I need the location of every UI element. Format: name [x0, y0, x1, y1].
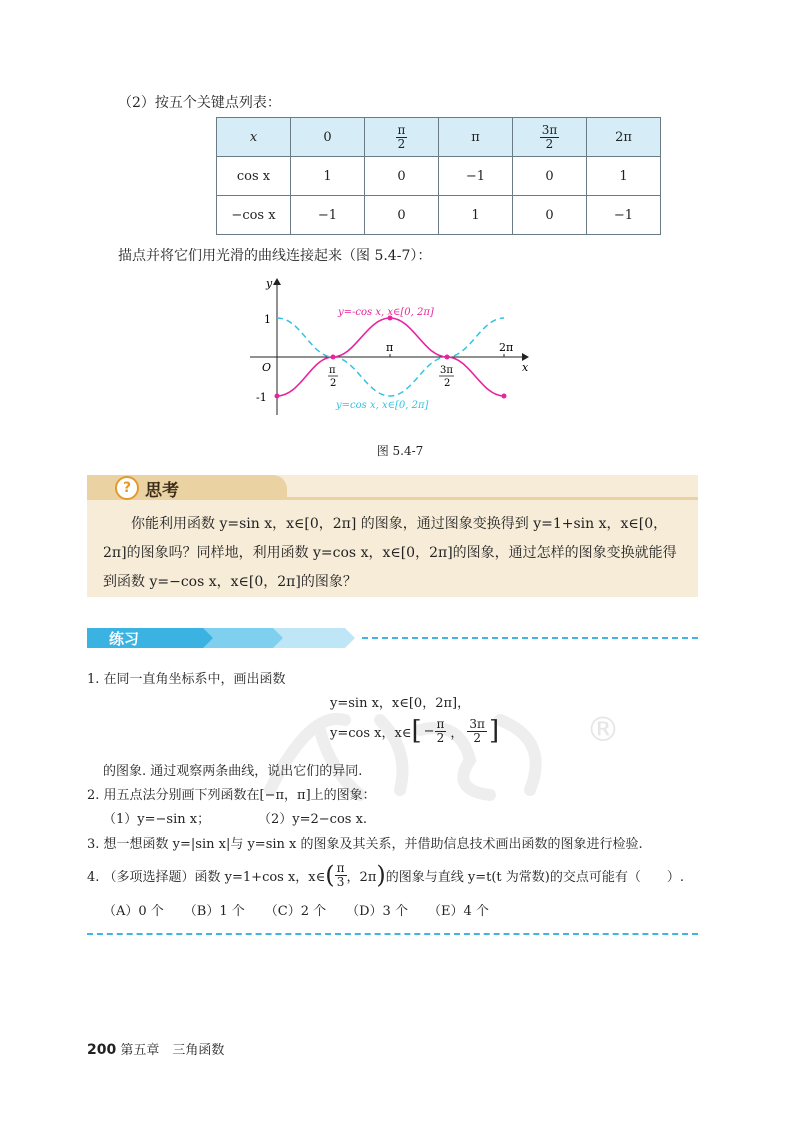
think-box: [87, 475, 698, 597]
question-1: 1. 在同一直角坐标系中，画出函数: [87, 672, 286, 687]
step-label: （2）按五个关键点列表：: [118, 95, 281, 111]
q4-prefix: 4. （多项选择题）函数 y=1+cos x，x∈: [87, 869, 326, 885]
table-head-cell: −cos x: [217, 196, 291, 235]
option-b: （B）1 个: [183, 904, 245, 919]
origin-label: O: [262, 361, 272, 374]
question-icon: ?: [115, 476, 139, 500]
point: [445, 355, 450, 360]
table-row: [217, 196, 661, 235]
question-2: 2. 用五点法分别画下列函数在[−π，π]上的图象：: [87, 788, 376, 803]
key-points-table: [216, 117, 661, 235]
table-row: [217, 118, 661, 157]
option-e: （E）4 个: [427, 904, 489, 919]
dashed-divider: [362, 637, 698, 639]
q4-interval-end: ，2π: [346, 869, 377, 885]
table-cell: −1: [439, 157, 513, 196]
table-cell: 0: [513, 157, 587, 196]
option-d: （D）3 个: [346, 904, 408, 919]
page-footer: [87, 1039, 224, 1058]
think-text: 你能利用函数 y=sin x，x∈[0，2π] 的图象，通过图象变换得到 y=1+sin x，x∈[0，2π]的图象吗？同样地，利用函数 y=cos x，x∈[0，2π]的图象，通过怎样的图象变换就能得到函数 y=−cos x，x∈[0，2π]的图象？: [103, 516, 677, 590]
question-2-b: （2）y=2−cos x.: [258, 812, 368, 827]
q1-function-2: [330, 716, 500, 747]
tick-label-half-num: π: [329, 365, 336, 376]
right-bracket: ]: [488, 716, 500, 747]
point: [502, 394, 507, 399]
registered-mark: ®: [586, 710, 620, 750]
table-row: [217, 157, 661, 196]
question-2-a: （1）y=−sin x；: [103, 812, 211, 827]
chapter-title: 第五章 三角函数: [120, 1043, 225, 1058]
description-text: 描点并将它们用光滑的曲线连接起来（图 5.4-7）：: [118, 248, 432, 264]
fraction: $\frac{3\pi}{2}$: [469, 717, 485, 745]
table-cell: [513, 118, 587, 157]
fraction-pi-over-2: $\frac{\pi}{2}$: [397, 123, 406, 151]
option-c: （C）2 个: [264, 904, 327, 919]
tick-label-half-den: 2: [330, 378, 337, 389]
point: [331, 355, 336, 360]
table-cell: 1: [291, 157, 365, 196]
tick-label-pi: π: [386, 341, 394, 354]
dashed-divider: [87, 933, 698, 935]
tick-label-3half-num: 3π: [440, 365, 453, 376]
neg-cos-label: y=-cos x, x∈[0, 2π]: [338, 307, 434, 318]
cos-label: y=cos x, x∈[0, 2π]: [336, 400, 429, 411]
table-cell: π: [439, 118, 513, 157]
fraction-3pi-over-2: $\frac{3\pi}{2}$: [541, 123, 558, 151]
tick-label-2pi: 2π: [499, 341, 514, 354]
fraction: $\frac{\pi}{3}$: [336, 861, 345, 889]
q1-function-1: y=sin x，x∈[0，2π]，: [330, 696, 471, 711]
left-bracket: [: [411, 716, 422, 747]
answer-options: [103, 900, 489, 919]
right-paren: ): [376, 861, 386, 890]
exercise-title: 练习: [109, 630, 140, 648]
point: [275, 394, 280, 399]
table-cell: −1: [587, 196, 661, 235]
x-axis-label: x: [522, 361, 529, 374]
y-axis-label: y: [266, 277, 273, 290]
option-a: （A）0 个: [103, 904, 164, 919]
table-cell: 0: [513, 196, 587, 235]
table-cell: [365, 118, 439, 157]
minus-sign: −: [423, 723, 435, 739]
cosine-graph: [250, 275, 540, 425]
table-head-cell: cos x: [217, 157, 291, 196]
figure-caption: 图 5.4-7: [376, 444, 424, 458]
table-cell: −1: [291, 196, 365, 235]
table-cell: 1: [439, 196, 513, 235]
y-tick-neg1: -1: [256, 391, 267, 404]
question-3: 3. 想一想函数 y=|sin x|与 y=sin x 的图象及其关系，并借助信息技术画出函数的图象进行检验.: [87, 837, 643, 852]
exercise-banner: [87, 626, 357, 654]
table-cell: 2π: [587, 118, 661, 157]
comma: ，: [450, 725, 464, 741]
table-cell: 0: [365, 157, 439, 196]
left-paren: (: [325, 861, 335, 890]
question-1-tail: 的图象. 通过观察两条曲线，说出它们的异同.: [103, 764, 363, 779]
q4-suffix: 的图象与直线 y=t(t 为常数)的交点可能有（ ）.: [385, 869, 684, 885]
table-cell: 0: [291, 118, 365, 157]
tick-label-3half-den: 2: [444, 378, 451, 389]
table-head-cell: x: [217, 118, 291, 157]
question-4: [87, 862, 684, 888]
q1-f2-prefix: y=cos x，x∈: [330, 725, 412, 741]
think-title: 思考: [145, 481, 179, 501]
fraction: $\frac{\pi}{2}$: [436, 717, 445, 745]
page-number: 200: [87, 1042, 117, 1058]
y-tick-1: 1: [264, 313, 271, 326]
table-cell: 1: [587, 157, 661, 196]
table-cell: 0: [365, 196, 439, 235]
